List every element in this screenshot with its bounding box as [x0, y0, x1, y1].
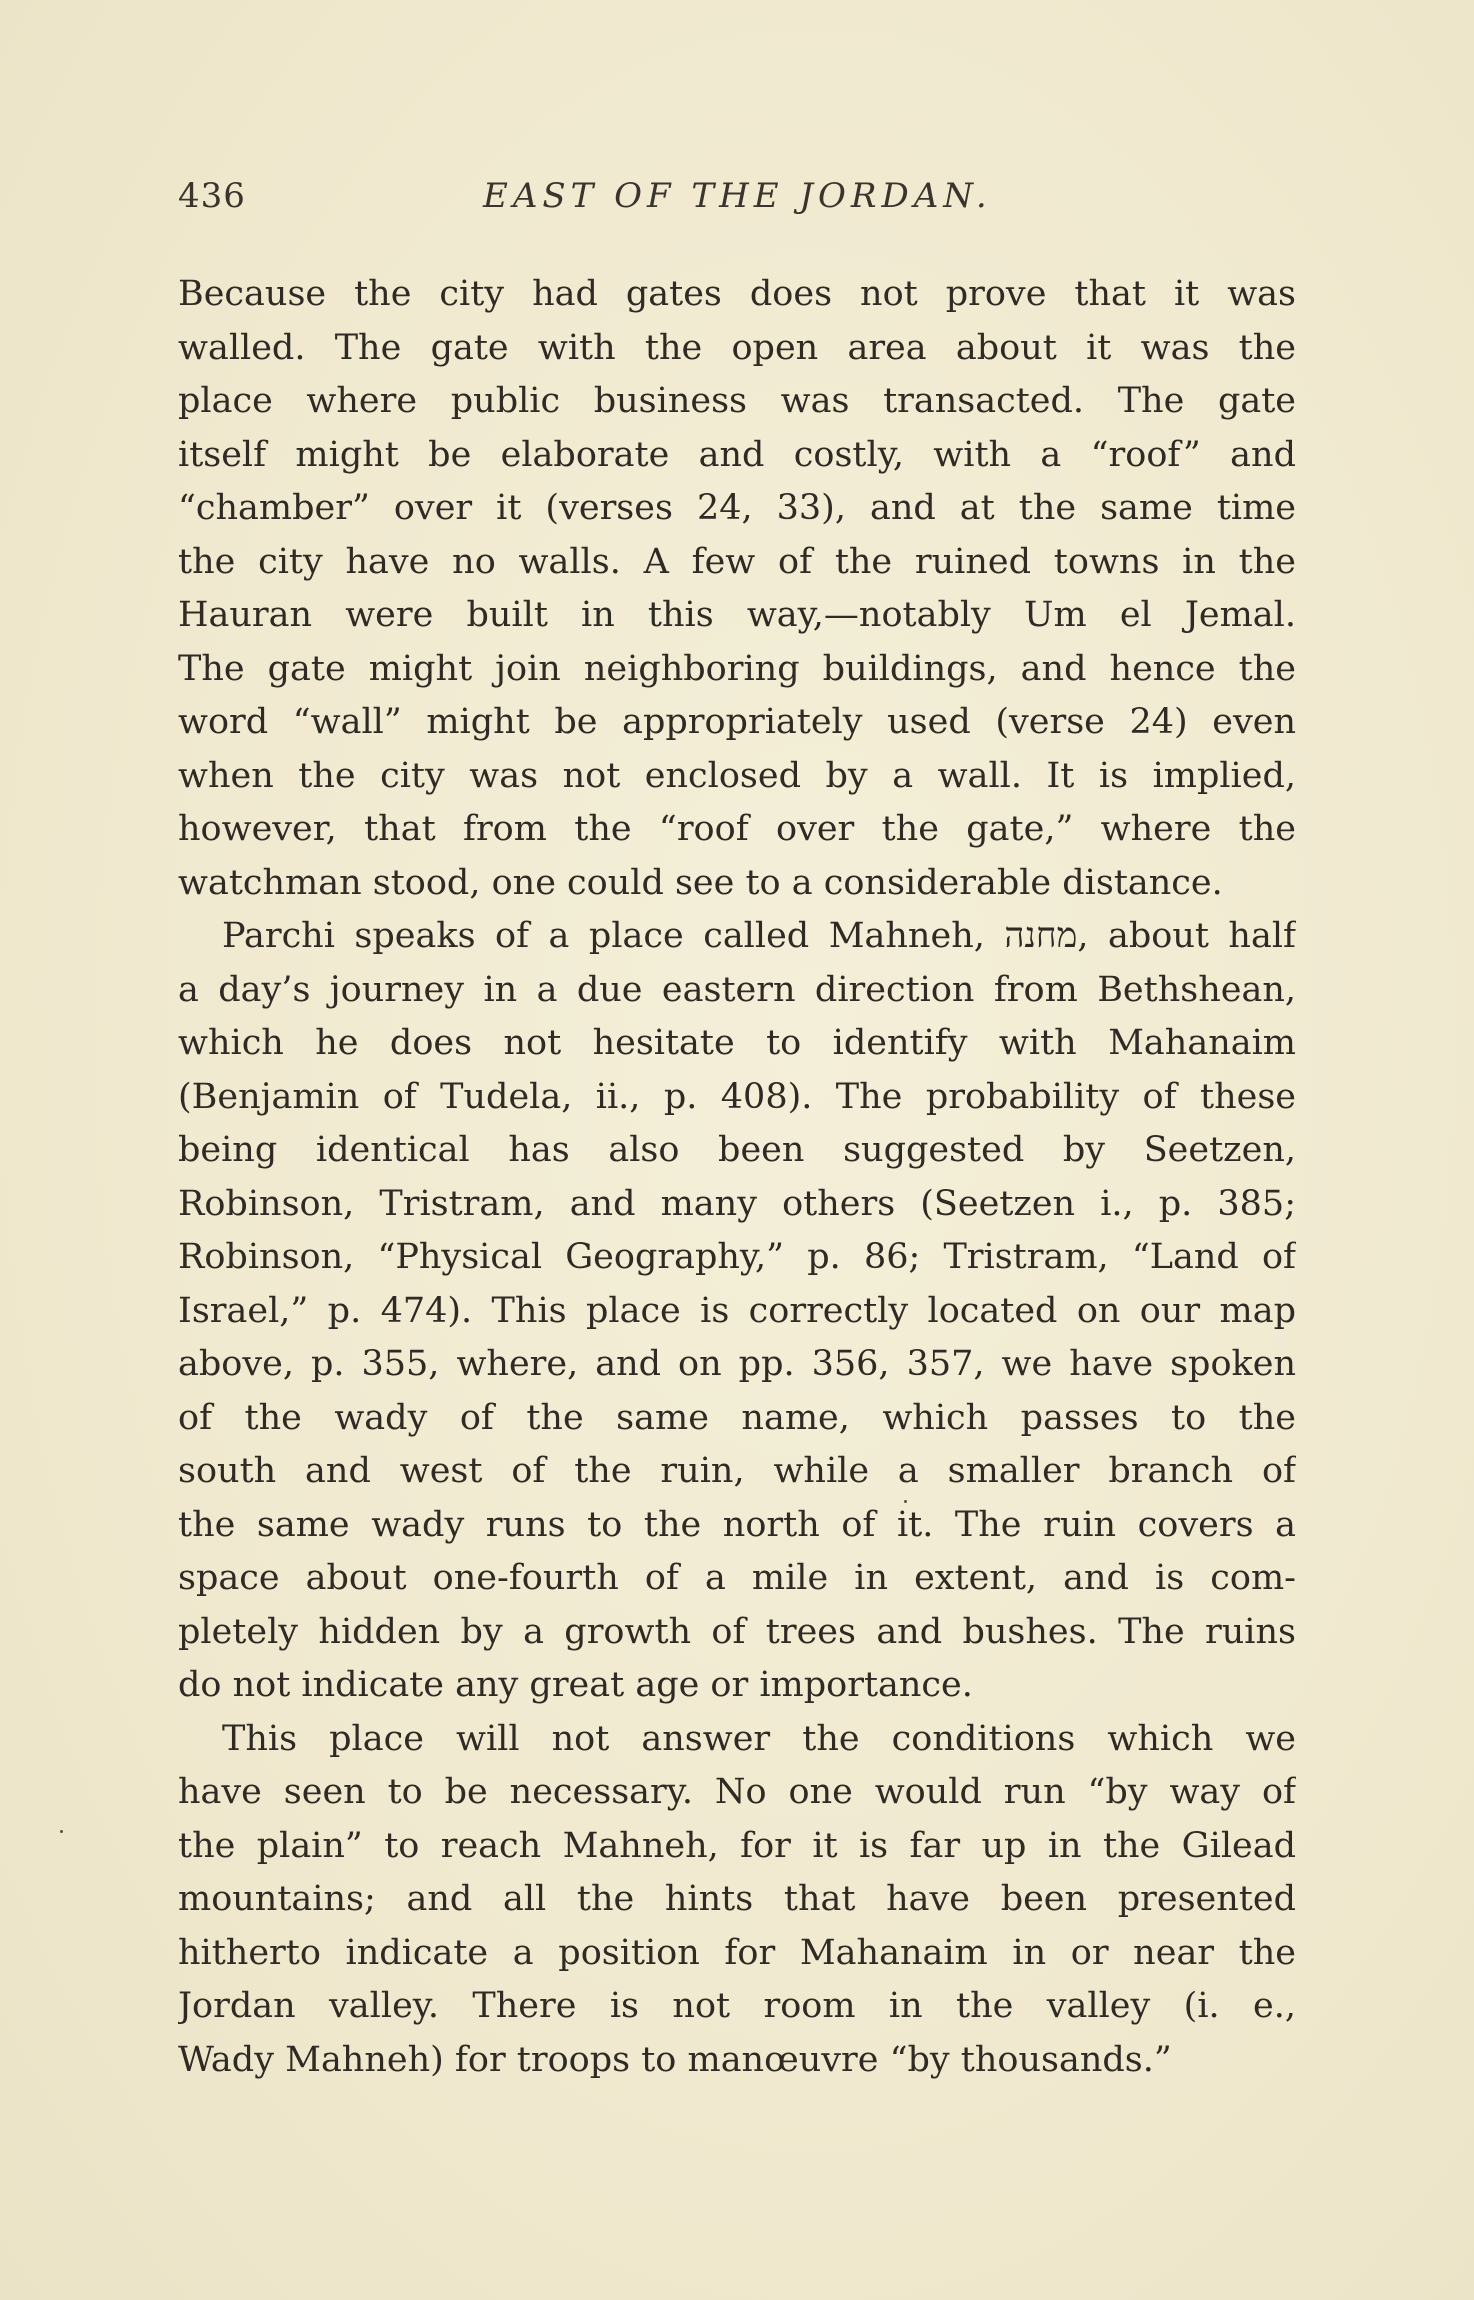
text-line: however, that from the “roof over the gate,” where the	[178, 809, 1296, 849]
page-header	[178, 176, 1298, 236]
text-line: “chamber” over it (verses 24, 33), and at the same time	[178, 488, 1296, 528]
text-line: watchman stood, one could see to a considerable distance.	[178, 862, 1223, 903]
text-line: walled. The gate with the open area about it was the	[178, 327, 1296, 368]
print-speck	[60, 1830, 63, 1833]
text-line: a day’s journey in a due eastern direction from Bethshean,	[178, 969, 1296, 1010]
paragraph-2	[178, 910, 1296, 1713]
body-text	[178, 268, 1296, 2087]
text-line: Hauran were built in this way,—notably Um el Jemal.	[178, 595, 1296, 635]
paragraph-3	[178, 1713, 1296, 2088]
text-line: (Benjamin of Tudela, ii., p. 408). The probability of these	[178, 1076, 1296, 1117]
text-line: being identical has also been suggested by Seetzen,	[178, 1130, 1296, 1170]
text-line: have seen to be necessary. No one would run “by way of	[178, 1772, 1296, 1812]
text-line: place where public business was transacted. The gate	[178, 381, 1296, 421]
print-speck	[904, 1500, 907, 1503]
text-line: Parchi speaks of a place called Mahneh, מחנה, about half	[222, 916, 1296, 956]
text-line: This place will not answer the conditions which we	[222, 1718, 1296, 1759]
text-line: south and west of the ruin, while a smaller branch of	[178, 1451, 1296, 1491]
text-line: above, p. 355, where, and on pp. 356, 357, we have spoken	[178, 1344, 1296, 1384]
text-line: do not indicate any great age or importance.	[178, 1665, 973, 1705]
text-line: Wady Mahneh) for troops to manœuvre “by thousands.”	[178, 2039, 1172, 2080]
text-line: The gate might join neighboring buildings, and hence the	[178, 648, 1296, 689]
text-line: the same wady runs to the north of it. The ruin covers a	[178, 1504, 1296, 1545]
text-line: word “wall” might be appropriately used (verse 24) even	[178, 702, 1296, 742]
page-number: 436	[178, 176, 246, 216]
text-line: when the city was not enclosed by a wall. It is implied,	[178, 755, 1296, 796]
running-head: EAST OF THE JORDAN.	[483, 176, 992, 216]
text-line: hitherto indicate a position for Mahanaim in or near the	[178, 1932, 1296, 1973]
text-line: space about one-fourth of a mile in extent, and is com-	[178, 1558, 1296, 1598]
text-line: of the wady of the same name, which passes to the	[178, 1397, 1296, 1438]
text-line: which he does not hesitate to identify with Mahanaim	[178, 1023, 1296, 1063]
text-line: the plain” to reach Mahneh, for it is far up in the Gilead	[178, 1825, 1296, 1866]
text-line: Robinson, “Physical Geography,” p. 86; Tristram, “Land of	[178, 1237, 1296, 1277]
text-line: pletely hidden by a growth of trees and bushes. The ruins	[178, 1611, 1296, 1652]
text-line: Robinson, Tristram, and many others (Seetzen i., p. 385;	[178, 1183, 1296, 1224]
text-line: mountains; and all the hints that have been presented	[178, 1879, 1296, 1919]
text-line: itself might be elaborate and costly, with a “roof” and	[178, 434, 1296, 475]
paragraph-1	[178, 268, 1296, 910]
text-line: the city have no walls. A few of the ruined towns in the	[178, 541, 1296, 582]
text-line: Because the city had gates does not prove that it was	[178, 274, 1296, 314]
text-line: Israel,” p. 474). This place is correctly located on our map	[178, 1290, 1296, 1331]
text-line: Jordan valley. There is not room in the valley (i. e.,	[178, 1986, 1296, 2026]
